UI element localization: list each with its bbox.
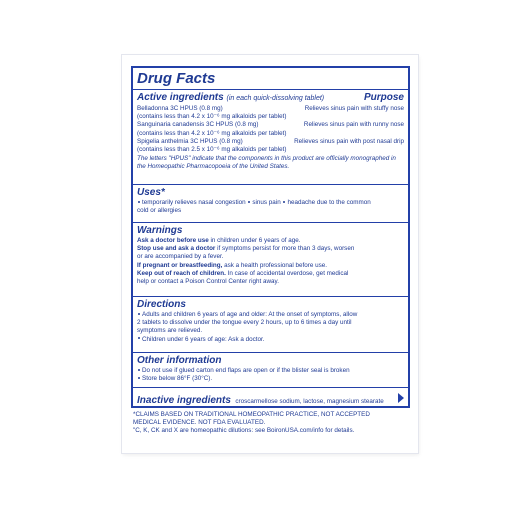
other-info-section: Other information Do not use if glued carton end flaps are open or if the blister seal is broken Store below 86°F (30°C). [133,353,408,388]
ingredient-item: Sanguinaria canadensis 3C HPUS (0.8 mg) Relieves sinus pain with runny nose (contains less than 4.2 x 10⁻⁶ mg alkaloids per tablet) [137,121,404,137]
bullet-icon [283,201,285,203]
warnings-section: Warnings Ask a doctor before use in children under 6 years of age. Stop use and ask a doctor if symptoms persist for more than 3 days, worsen or are accompanied by a fever. If pregnant or breastfeeding, ask a health professional before use. Keep out of reach of children. In case of accidental overdose, get medical help or contact a Poison Control Center right away. [133,223,408,297]
bullet-icon [248,201,250,203]
bullet-icon [138,369,140,371]
active-heading: Active ingredients [137,92,224,103]
bullet-icon [138,313,140,315]
directions-heading: Directions [137,299,186,310]
bullet-icon [138,337,140,339]
bullet-icon [138,201,140,203]
other-heading: Other information [137,355,222,366]
page-title: Drug Facts [137,70,216,87]
inactive-heading: Inactive ingredients [137,395,231,406]
continue-arrow-icon [398,393,404,403]
inactive-section [133,388,408,406]
ingredient-item: Belladonna 3C HPUS (0.8 mg) Relieves sinus pain with stuffy nose (contains less than 4.2 x 10⁻⁶ mg alkaloids per tablet) [137,105,404,121]
drug-facts-panel [131,66,410,408]
active-ingredients-section [133,90,408,185]
active-note: (in each quick-dissolving tablet) [226,95,325,102]
uses-heading: Uses* [137,187,165,198]
active-header [137,92,404,105]
hpus-note: The letters "HPUS" indicate that the components in this product are officially monographed in the Homeopathic Pharmacopoeia of the United States. [137,155,396,171]
purpose-heading: Purpose [363,92,404,103]
inactive-text: croscarmellose sodium, lactose, magnesium stearate [235,398,384,405]
footer-notes: *CLAIMS BASED ON TRADITIONAL HOMEOPATHIC PRACTICE, NOT ACCEPTED MEDICAL EVIDENCE. NOT FDA EVALUATED. "C, K, CK and X are homeopathic dilutions: see BoironUSA.com/info for details. [133,411,370,435]
directions-section: Directions Adults and children 6 years of age and older: At the onset of symptoms, allow 2 tablets to dissolve under the tongue every 2 hours, up to 6 times a day until symptoms are relieved. Children under 6 years of age: Ask a doctor. [133,297,408,353]
uses-section: Uses* temporarily relieves nasal congestion sinus pain headache due to the common cold or allergies [133,185,408,223]
warnings-heading: Warnings [137,225,183,236]
bullet-icon [138,377,140,379]
ingredient-item: Spigelia anthelmia 3C HPUS (0.8 mg) Relieves sinus pain with post nasal drip (contains less than 2.5 x 10⁻⁶ mg alkaloids per tablet) [137,137,404,154]
title-section [133,68,408,90]
